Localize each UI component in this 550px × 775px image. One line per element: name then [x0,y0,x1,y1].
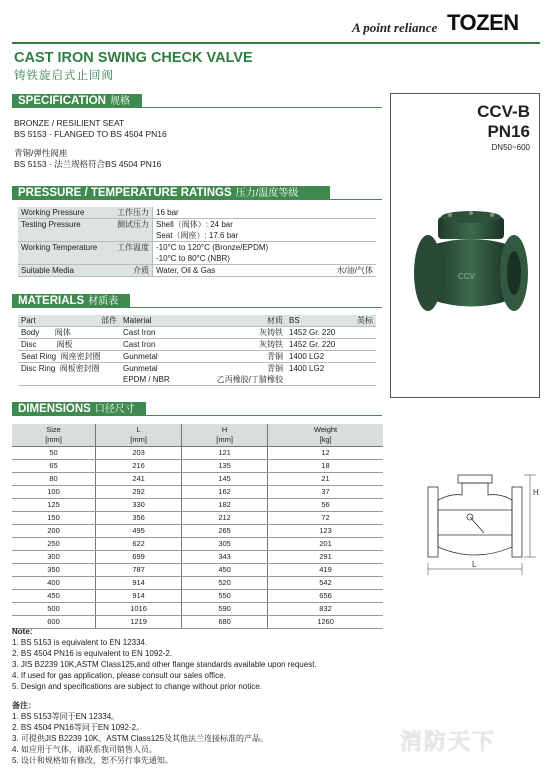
dimensions-header: Size [46,425,61,434]
dimensions-cell: 622 [96,538,182,551]
materials-material-zh: 灰铸铁 [259,328,283,337]
materials-part-cell [18,327,120,339]
notes-title: Note: [12,627,33,636]
dimensions-header-unit: [mm] [45,435,62,444]
dimensions-cell: 145 [182,473,268,486]
dimensions-cell: 292 [96,486,182,499]
dimensions-cell: 56 [268,499,383,512]
dimensions-cell: 100 [12,486,96,499]
materials-part: Seat Ring [21,352,57,361]
drawing-l-label: L [472,560,477,569]
ratings-value: Seat（阀座）: 17.6 bar [156,231,239,240]
ratings-row [18,242,376,265]
dimensions-cell: 914 [96,590,182,603]
dimensions-cell: 500 [12,603,96,616]
note-zh-item: 2. BS 4504 PN16等同于EN 1092-2。 [12,723,145,732]
dimensions-cell: 450 [12,590,96,603]
dimensions-row [12,460,383,473]
dimensions-header-row [12,424,383,447]
dimensions-title: DIMENSIONS [18,403,91,415]
dimensions-cell: 216 [96,460,182,473]
dimensions-row [12,616,383,629]
materials-material-cell [120,351,286,363]
materials-part-zh: 阀板 [56,340,73,349]
ratings-value: 16 bar [153,207,377,219]
dimensions-cell: 212 [182,512,268,525]
dimensions-cell: 656 [268,590,383,603]
note-item: 1. BS 5153 is equivalent to EN 12334. [12,638,148,647]
ratings-label-zh: 介质 [133,266,149,275]
spec-section-header [12,94,142,108]
dimensions-header: H [221,425,228,434]
dimensions-cell: 200 [12,525,96,538]
valve-drawing [412,455,547,585]
ratings-label: Working Pressure [21,208,85,217]
dimensions-cell: 450 [182,564,268,577]
materials-header-cell [18,315,120,327]
spec-underline [12,107,382,108]
ratings-label: Testing Pressure [21,220,81,229]
dimensions-cell: 1219 [96,616,182,629]
dimensions-row [12,486,383,499]
ratings-label-cell [18,219,153,242]
materials-material-zh: 青铜 [267,364,283,373]
dimensions-table [12,424,383,629]
dimensions-row [12,447,383,460]
spec-line: BS 5153 · FLANGED TO BS 4504 PN16 [14,129,167,139]
dimensions-cell: 1016 [96,603,182,616]
drawing-h-label: H [533,488,539,497]
dimensions-cell: 343 [182,551,268,564]
dimensions-cell: 162 [182,486,268,499]
dimensions-cell: 419 [268,564,383,577]
ratings-value-cell [153,242,377,265]
dimensions-header-unit: [mm] [130,435,147,444]
ratings-title: PRESSURE / TEMPERATURE RATINGS [18,187,232,199]
dimensions-cell: 125 [12,499,96,512]
notes-zh-list [12,711,268,766]
ratings-label-zh: 测试压力 [117,220,149,229]
materials-material: Cast Iron [123,340,156,349]
dimensions-row [12,551,383,564]
dimensions-underline [12,415,382,416]
ratings-label-cell [18,207,153,219]
dimensions-cell: 305 [182,538,268,551]
dimensions-cell: 203 [96,447,182,460]
product-dn-range: DN50~600 [491,143,530,152]
materials-part-cell [18,351,120,363]
spec-line: BRONZE / RESILIENT SEAT [14,118,125,128]
dimensions-cell: 680 [182,616,268,629]
ratings-table [18,207,376,277]
dimensions-row [12,538,383,551]
materials-part-cell [18,339,120,351]
dimensions-row [12,525,383,538]
materials-material-zh: 乙丙橡胶/丁腈橡胶 [216,375,283,384]
materials-part: Body [21,328,40,337]
materials-material: EPDM / NBR [123,375,170,384]
page-title: CAST IRON SWING CHECK VALVE [14,50,253,66]
ratings-value: Water, Oil & Gas [156,266,216,275]
materials-part-zh: 阀座密封圈 [60,352,101,361]
dimensions-header-cell [12,424,96,447]
materials-underline [12,307,382,308]
product-pressure: PN16 [487,122,530,141]
dimensions-header-unit: [mm] [216,435,233,444]
dimensions-cell: 914 [96,577,182,590]
dimensions-header: L [136,425,141,434]
materials-header-row [18,315,376,327]
materials-row [18,339,376,351]
dimensions-cell: 350 [12,564,96,577]
materials-material: Cast Iron [123,328,156,337]
materials-row [18,327,376,339]
materials-header-cell [120,315,286,327]
dimensions-cell: 356 [96,512,182,525]
dimensions-cell: 520 [182,577,268,590]
ratings-label-cell [18,265,153,277]
dimensions-cell: 37 [268,486,383,499]
materials-section-header [12,294,130,308]
spec-title: SPECIFICATION [18,95,106,107]
dimensions-cell: 50 [12,447,96,460]
brand-tagline: A point reliance [352,20,438,35]
header-divider [12,42,540,44]
materials-title: MATERIALS [18,295,85,307]
spec-line: 青铜/弹性阀座 [14,148,68,158]
ratings-value: -10°C to 80°C (NBR) [156,254,230,263]
dimensions-row [12,512,383,525]
dimensions-cell: 12 [268,447,383,460]
ratings-value-cell [153,219,377,242]
materials-header-cell [286,315,376,327]
dimensions-cell: 832 [268,603,383,616]
materials-header-material-zh: 材质 [267,316,283,325]
ratings-value: Shell（阀体）: 24 bar [156,220,233,229]
dimensions-row [12,577,383,590]
ratings-row [18,219,376,242]
materials-bs: 1400 LG2 [286,363,376,386]
dimensions-cell: 300 [12,551,96,564]
materials-header-bs: BS [289,316,300,325]
dimensions-cell: 265 [182,525,268,538]
spec-title-zh: 规格 [109,96,130,107]
notes-list [12,637,317,692]
dimensions-cell: 495 [96,525,182,538]
ratings-label-zh: 工作温度 [117,243,149,252]
dimensions-cell: 699 [96,551,182,564]
dimensions-cell: 291 [268,551,383,564]
dimensions-cell: 241 [96,473,182,486]
materials-header-material: Material [123,316,152,325]
product-model: CCV-B [477,102,530,121]
note-zh-item: 5. 设计和规格如有修改，恕不另行事先通知。 [12,756,173,765]
dimensions-header-unit: [kg] [319,435,332,444]
materials-title-zh: 材质表 [88,296,119,307]
ratings-value: -10°C to 120°C (Bronze/EPDM) [156,243,269,252]
dimensions-cell: 121 [182,447,268,460]
ratings-section-header [12,186,330,200]
dimensions-cell: 80 [12,473,96,486]
materials-material-zh: 灰铸铁 [259,340,283,349]
dimensions-body [12,447,383,629]
dimensions-cell: 330 [96,499,182,512]
dimensions-cell: 787 [96,564,182,577]
dimensions-title-zh: 口径尺寸 [94,404,135,415]
materials-bs: 1452 Gr. 220 [286,327,376,339]
materials-material: Gunmetal [123,352,158,361]
dimensions-row [12,564,383,577]
materials-material: Gunmetal [123,364,158,373]
materials-bs: 1400 LG2 [286,351,376,363]
materials-part-zh: 阀板密封圈 [59,364,100,373]
ratings-value-cell [153,265,377,277]
dimensions-cell: 600 [12,616,96,629]
dimensions-header-cell [182,424,268,447]
dimensions-cell: 135 [182,460,268,473]
dimensions-header-cell [268,424,383,447]
note-zh-item: 3. 可提供JIS B2239 10K、ASTM Class125及其他法兰连接标准的产品。 [12,734,269,743]
materials-header-part-zh: 部件 [101,316,117,325]
materials-row [18,351,376,363]
dimensions-header-cell [96,424,182,447]
page-title-zh: 铸铁旋启式止回阀 [14,70,114,82]
dimensions-cell: 201 [268,538,383,551]
dimensions-section-header [12,402,146,416]
ratings-title-zh: 压力/温度等级 [235,188,299,199]
materials-material-cell [120,327,286,339]
ratings-value-zh: 水/油/气体 [336,266,373,275]
dimensions-cell: 182 [182,499,268,512]
materials-bs: 1452 Gr. 220 [286,339,376,351]
dimensions-cell: 400 [12,577,96,590]
dimensions-cell: 72 [268,512,383,525]
watermark: 消防天下 [400,729,497,754]
note-zh-item: 1. BS 5153等同于EN 12334。 [12,712,120,721]
dimensions-cell: 1260 [268,616,383,629]
valve-photo [410,205,530,325]
note-item: 5. Design and specifications are subject to change without prior notice. [12,682,262,691]
materials-part-zh: 阀体 [54,328,71,337]
materials-header-bs-zh: 英标 [357,316,373,325]
dimensions-cell: 123 [268,525,383,538]
materials-row [18,363,376,386]
materials-material-zh: 青铜 [267,352,283,361]
ratings-label-cell [18,242,153,265]
materials-part: Disc [21,340,37,349]
dimensions-row [12,499,383,512]
dimensions-cell: 542 [268,577,383,590]
materials-part: Disc Ring [21,364,56,373]
materials-table [18,315,376,386]
notes-zh-title: 备注： [12,701,36,710]
ratings-label-zh: 工作压力 [117,208,149,217]
dimensions-row [12,603,383,616]
spec-line: BS 5153 · 法兰规格符合BS 4504 PN16 [14,159,162,169]
ratings-row [18,207,376,219]
dimensions-cell: 590 [182,603,268,616]
svg-text:CCV: CCV [458,272,475,281]
note-item: 2. BS 4504 PN16 is equivalent to EN 1092-2. [12,649,173,658]
ratings-underline [12,199,382,200]
dimensions-cell: 18 [268,460,383,473]
brand-logo: TOZEN [447,10,519,35]
materials-part-cell [18,363,120,386]
materials-material-cell [120,339,286,351]
note-item: 4. If used for gas application, please consult our sales office. [12,671,226,680]
dimensions-row [12,473,383,486]
materials-material-cell [120,363,286,386]
dimensions-cell: 65 [12,460,96,473]
materials-header-part: Part [21,316,36,325]
note-item: 3. JIS B2239 10K,ASTM Class125,and other flange standards available upon request. [12,660,317,669]
note-zh-item: 4. 如应用于气体，请联系我司销售人员。 [12,745,157,754]
dimensions-row [12,590,383,603]
ratings-label: Working Temperature [21,243,98,252]
ratings-row [18,265,376,277]
dimensions-cell: 250 [12,538,96,551]
dimensions-cell: 150 [12,512,96,525]
ratings-label: Suitable Media [21,266,74,275]
dimensions-cell: 21 [268,473,383,486]
dimensions-cell: 550 [182,590,268,603]
dimensions-header: Weight [313,425,338,434]
